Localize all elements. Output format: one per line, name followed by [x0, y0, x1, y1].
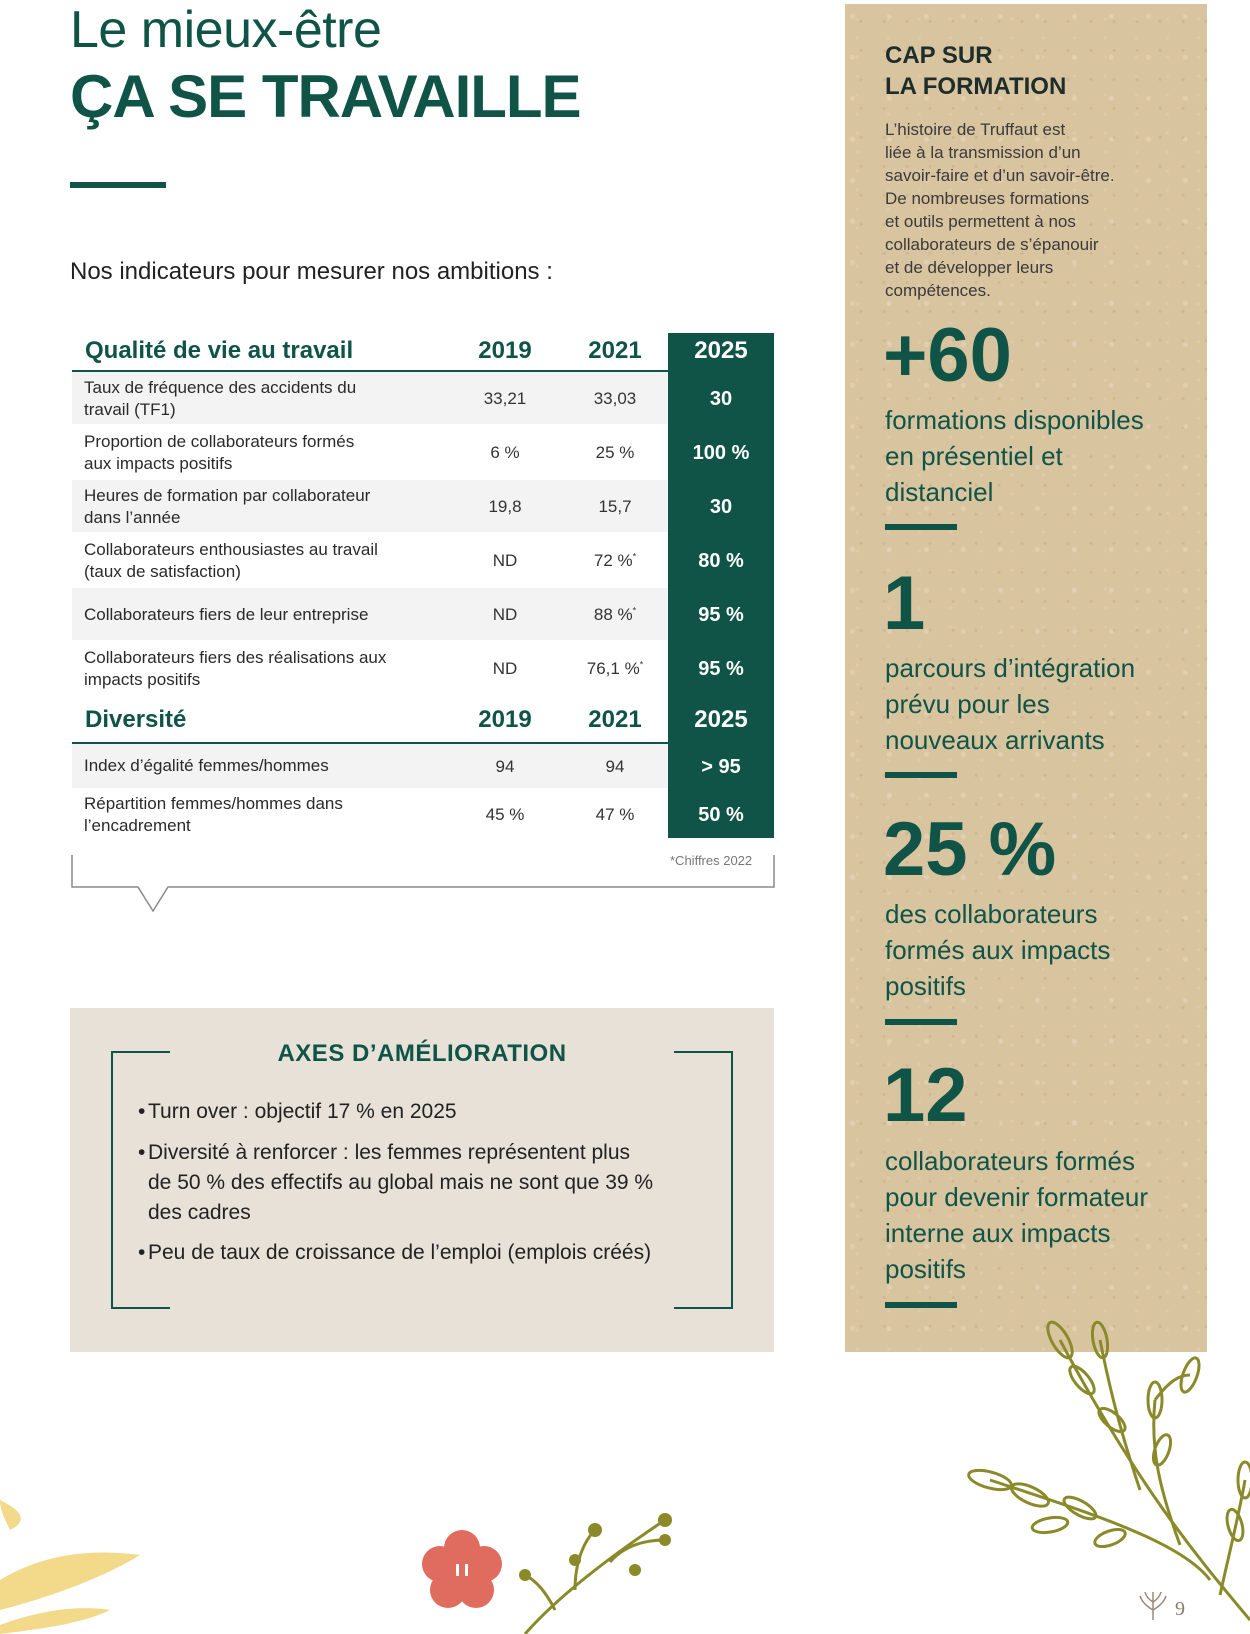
stat-text: des collaborateurs formés aux impacts positifs [885, 899, 1111, 1001]
stat-text: formations disponibles en présentiel et distanciel [885, 405, 1144, 507]
branch-illustration [950, 1280, 1250, 1634]
stat-number: +60 [883, 313, 1012, 398]
value-2019: 19,8 [488, 497, 522, 516]
stat-divider [885, 1019, 957, 1025]
page-title-bold: ÇA SE TRAVAILLE [70, 63, 581, 130]
value-2025: 95 % [698, 658, 744, 680]
sidebar-intro: L’histoire de Truffaut est liée à la transmission d’un savoir-faire et d’un savoir-être. De nombreuses formations et outils permettent à nos collaborateurs de s’épanouir et de développer leurs compétences. [885, 120, 1115, 300]
leaf-decoration [0, 1500, 160, 1634]
sidebar-title: CAP SUR LA FORMATION [885, 42, 1067, 100]
page-title-light: Le mieux-être [70, 1, 382, 59]
value-2021: 15,7 [598, 497, 632, 516]
row-label: Index d’égalité femmes/hommes [84, 756, 329, 775]
section-heading-quality: Qualité de vie au travail [85, 337, 354, 364]
row-label: Collaborateurs enthousiastes au travail (taux de satisfaction) [84, 540, 378, 581]
year-header-2021: 2021 [588, 706, 642, 733]
table-row [72, 534, 668, 586]
stat-number: 25 % [883, 807, 1057, 892]
year-header-2019: 2019 [478, 337, 532, 364]
row-label: Heures de formation par collaborateur dans l’année [84, 486, 371, 527]
row-label: Collaborateurs fiers de leur entreprise [84, 605, 369, 624]
value-2021: 94 [605, 757, 625, 776]
stat-number: 12 [883, 1053, 968, 1138]
value-2019: 94 [495, 757, 515, 776]
stat-divider [885, 1302, 957, 1308]
row-label: Taux de fréquence des accidents du travail (TF1) [84, 378, 357, 419]
axes-item: • Peu de taux de croissance de l’emploi (emplois créés) [138, 1241, 652, 1264]
value-2025: 30 [709, 388, 733, 410]
footnote: *Chiffres 2022 [670, 853, 753, 868]
value-2019: ND [492, 659, 518, 678]
table-row [72, 588, 668, 640]
value-2025: 50 % [698, 804, 744, 826]
year-header-2021: 2021 [588, 337, 642, 364]
value-2021: 33,03 [593, 389, 637, 408]
axes-item: • Diversité à renforcer : les femmes représentent plus de 50 % des effectifs au global mais ne sont que 39 % des cadres [138, 1141, 654, 1224]
intro-text: Nos indicateurs pour mesurer nos ambitions : [70, 258, 553, 285]
value-2019: ND [492, 551, 518, 570]
value-2021: 88 %* [593, 605, 637, 624]
table-row [72, 372, 668, 424]
stat-text: parcours d’intégration prévu pour les nouveaux arrivants [885, 653, 1136, 755]
value-2019: ND [492, 605, 518, 624]
table-row [72, 480, 668, 532]
value-2021: 25 % [595, 443, 635, 462]
stat-divider [885, 524, 957, 530]
value-2019: 33,21 [483, 389, 527, 408]
leaf-icon [1138, 1590, 1168, 1622]
value-2019: 6 % [490, 443, 520, 462]
stat-divider [885, 772, 957, 778]
flower-icon [420, 1528, 504, 1612]
title-divider [70, 182, 166, 188]
row-label: Proportion de collaborateurs formés aux impacts positifs [84, 432, 355, 473]
table-row [72, 642, 668, 694]
axes-title: AXES D’AMÉLIORATION [277, 1040, 567, 1067]
page-number: 9 [1175, 1598, 1185, 1620]
table-row [72, 426, 668, 478]
value-2021: 72 %* [593, 551, 637, 570]
value-2025: 100 % [692, 442, 750, 464]
year-header-2025: 2025 [694, 337, 748, 364]
section-heading-diversity: Diversité [85, 706, 187, 733]
year-header-2025: 2025 [694, 706, 748, 733]
value-2025: > 95 [701, 756, 741, 778]
year-header-2019: 2019 [478, 706, 532, 733]
row-label: Répartition femmes/hommes dans l’encadrement [84, 794, 343, 835]
value-2025: 30 [709, 496, 733, 518]
value-2019: 45 % [485, 805, 525, 824]
stat-text: collaborateurs formés pour devenir formateur interne aux impacts positifs [885, 1146, 1149, 1284]
axes-item: • Turn over : objectif 17 % en 2025 [138, 1100, 457, 1123]
small-branch-icon [515, 1500, 695, 1634]
value-2021: 47 % [595, 805, 635, 824]
value-2025: 95 % [698, 604, 744, 626]
row-label: Collaborateurs fiers des réalisations aux impacts positifs [84, 648, 387, 689]
value-2021: 76,1 %* [586, 659, 644, 678]
table-row [72, 790, 668, 838]
table-row [72, 744, 668, 788]
stat-number: 1 [883, 561, 926, 646]
value-2025: 80 % [698, 550, 744, 572]
